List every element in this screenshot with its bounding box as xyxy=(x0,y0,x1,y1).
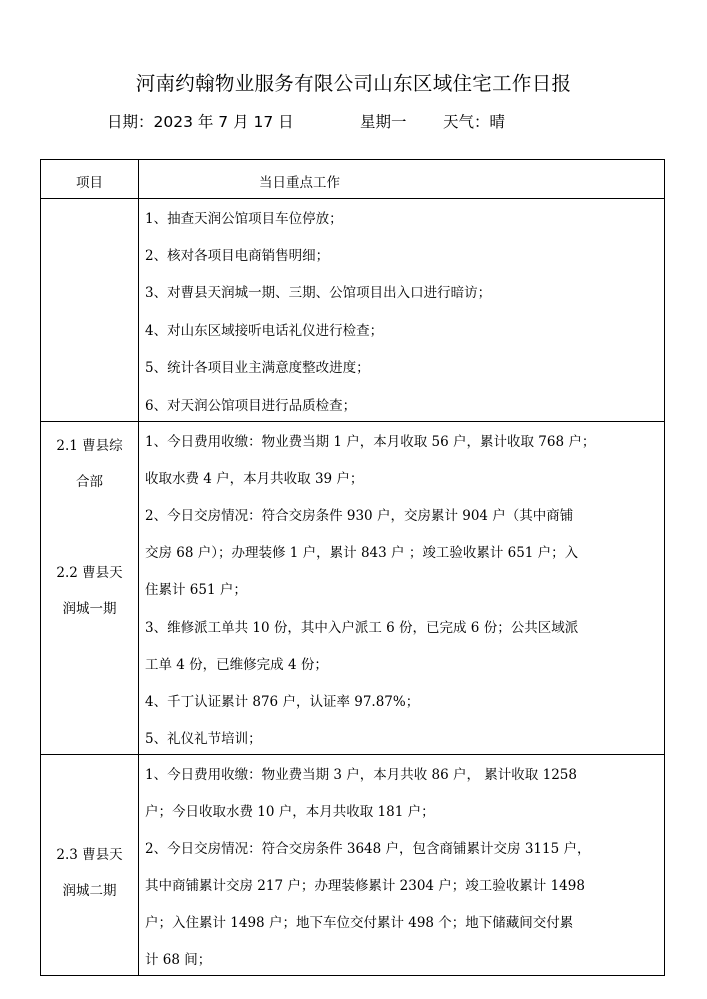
work-line: 住累计 651 户； xyxy=(145,582,247,598)
work-line: 其中商铺累计交房 217 户；办理装修累计 2304 户；竣工验收累计 1498 xyxy=(145,878,585,894)
work-line: 2、今日交房情况：符合交房条件 3648 户，包含商铺累计交房 3115 户， xyxy=(145,841,591,857)
work-line: 计 68 间； xyxy=(145,952,212,968)
header-key-work: 当日重点工作 xyxy=(259,175,340,191)
section-label-line: 2.1 曹县综 xyxy=(56,438,123,454)
section-label-line: 合部 xyxy=(76,474,103,490)
section-label-line: 润城二期 xyxy=(62,883,117,899)
work-table xyxy=(40,159,665,976)
work-line: 2、核对各项目电商销售明细； xyxy=(145,248,330,264)
row-divider xyxy=(41,198,664,199)
work-line: 户；今日收取水费 10 户，本月共收取 181 户； xyxy=(145,804,435,820)
work-line: 4、对山东区域接听电话礼仪进行检查； xyxy=(145,323,384,339)
work-line: 6、对天润公馆项目进行品质检查； xyxy=(145,398,357,414)
work-line: 3、对曹县天润城一期、三期、公馆项目出入口进行暗访； xyxy=(145,285,492,301)
report-weather: 天气：晴 xyxy=(443,113,506,131)
section-label-line: 2.3 曹县天 xyxy=(56,847,123,863)
work-line: 4、千丁认证累计 876 户，认证率 97.87%； xyxy=(145,694,420,710)
header-project: 项目 xyxy=(76,175,103,191)
work-line: 1、抽查天润公馆项目车位停放； xyxy=(145,211,343,227)
work-line: 2、今日交房情况：符合交房条件 930 户，交房累计 904 户（其中商铺 xyxy=(145,508,574,524)
report-weekday: 星期一 xyxy=(360,113,407,131)
work-line: 收取水费 4 户，本月共收取 39 户； xyxy=(145,471,364,487)
row-divider xyxy=(41,754,664,755)
report-meta xyxy=(0,110,707,134)
work-line: 5、礼仪礼节培训； xyxy=(145,731,262,747)
work-line: 3、维修派工单共 10 份，其中入户派工 6 份，已完成 6 份；公共区域派 xyxy=(145,620,579,636)
section-label-line: 润城一期 xyxy=(62,601,117,617)
report-title: 河南约翰物业服务有限公司山东区域住宅工作日报 xyxy=(135,72,572,95)
section-label xyxy=(41,428,138,500)
work-line: 工单 4 份，已维修完成 4 份； xyxy=(145,657,328,673)
row-divider xyxy=(41,421,664,422)
column-divider xyxy=(138,160,139,975)
work-line: 1、今日费用收缴：物业费当期 1 户，本月收取 56 户，累计收取 768 户； xyxy=(145,434,596,450)
report-date: 日期：2023 年 7 月 17 日 xyxy=(107,113,294,131)
section-label xyxy=(41,555,138,627)
section-label xyxy=(41,837,138,909)
work-line: 交房 68 户）；办理装修 1 户，累计 843 户 ；竣工验收累计 651 户；入 xyxy=(145,545,579,561)
work-line: 5、统计各项目业主满意度整改进度； xyxy=(145,360,370,376)
work-line: 1、今日费用收缴：物业费当期 3 户，本月共收 86 户， 累计收取 1258 xyxy=(145,767,577,783)
work-line: 户；入住累计 1498 户；地下车位交付累计 498 个；地下储藏间交付累 xyxy=(145,915,574,931)
section-label-line: 2.2 曹县天 xyxy=(56,565,123,581)
